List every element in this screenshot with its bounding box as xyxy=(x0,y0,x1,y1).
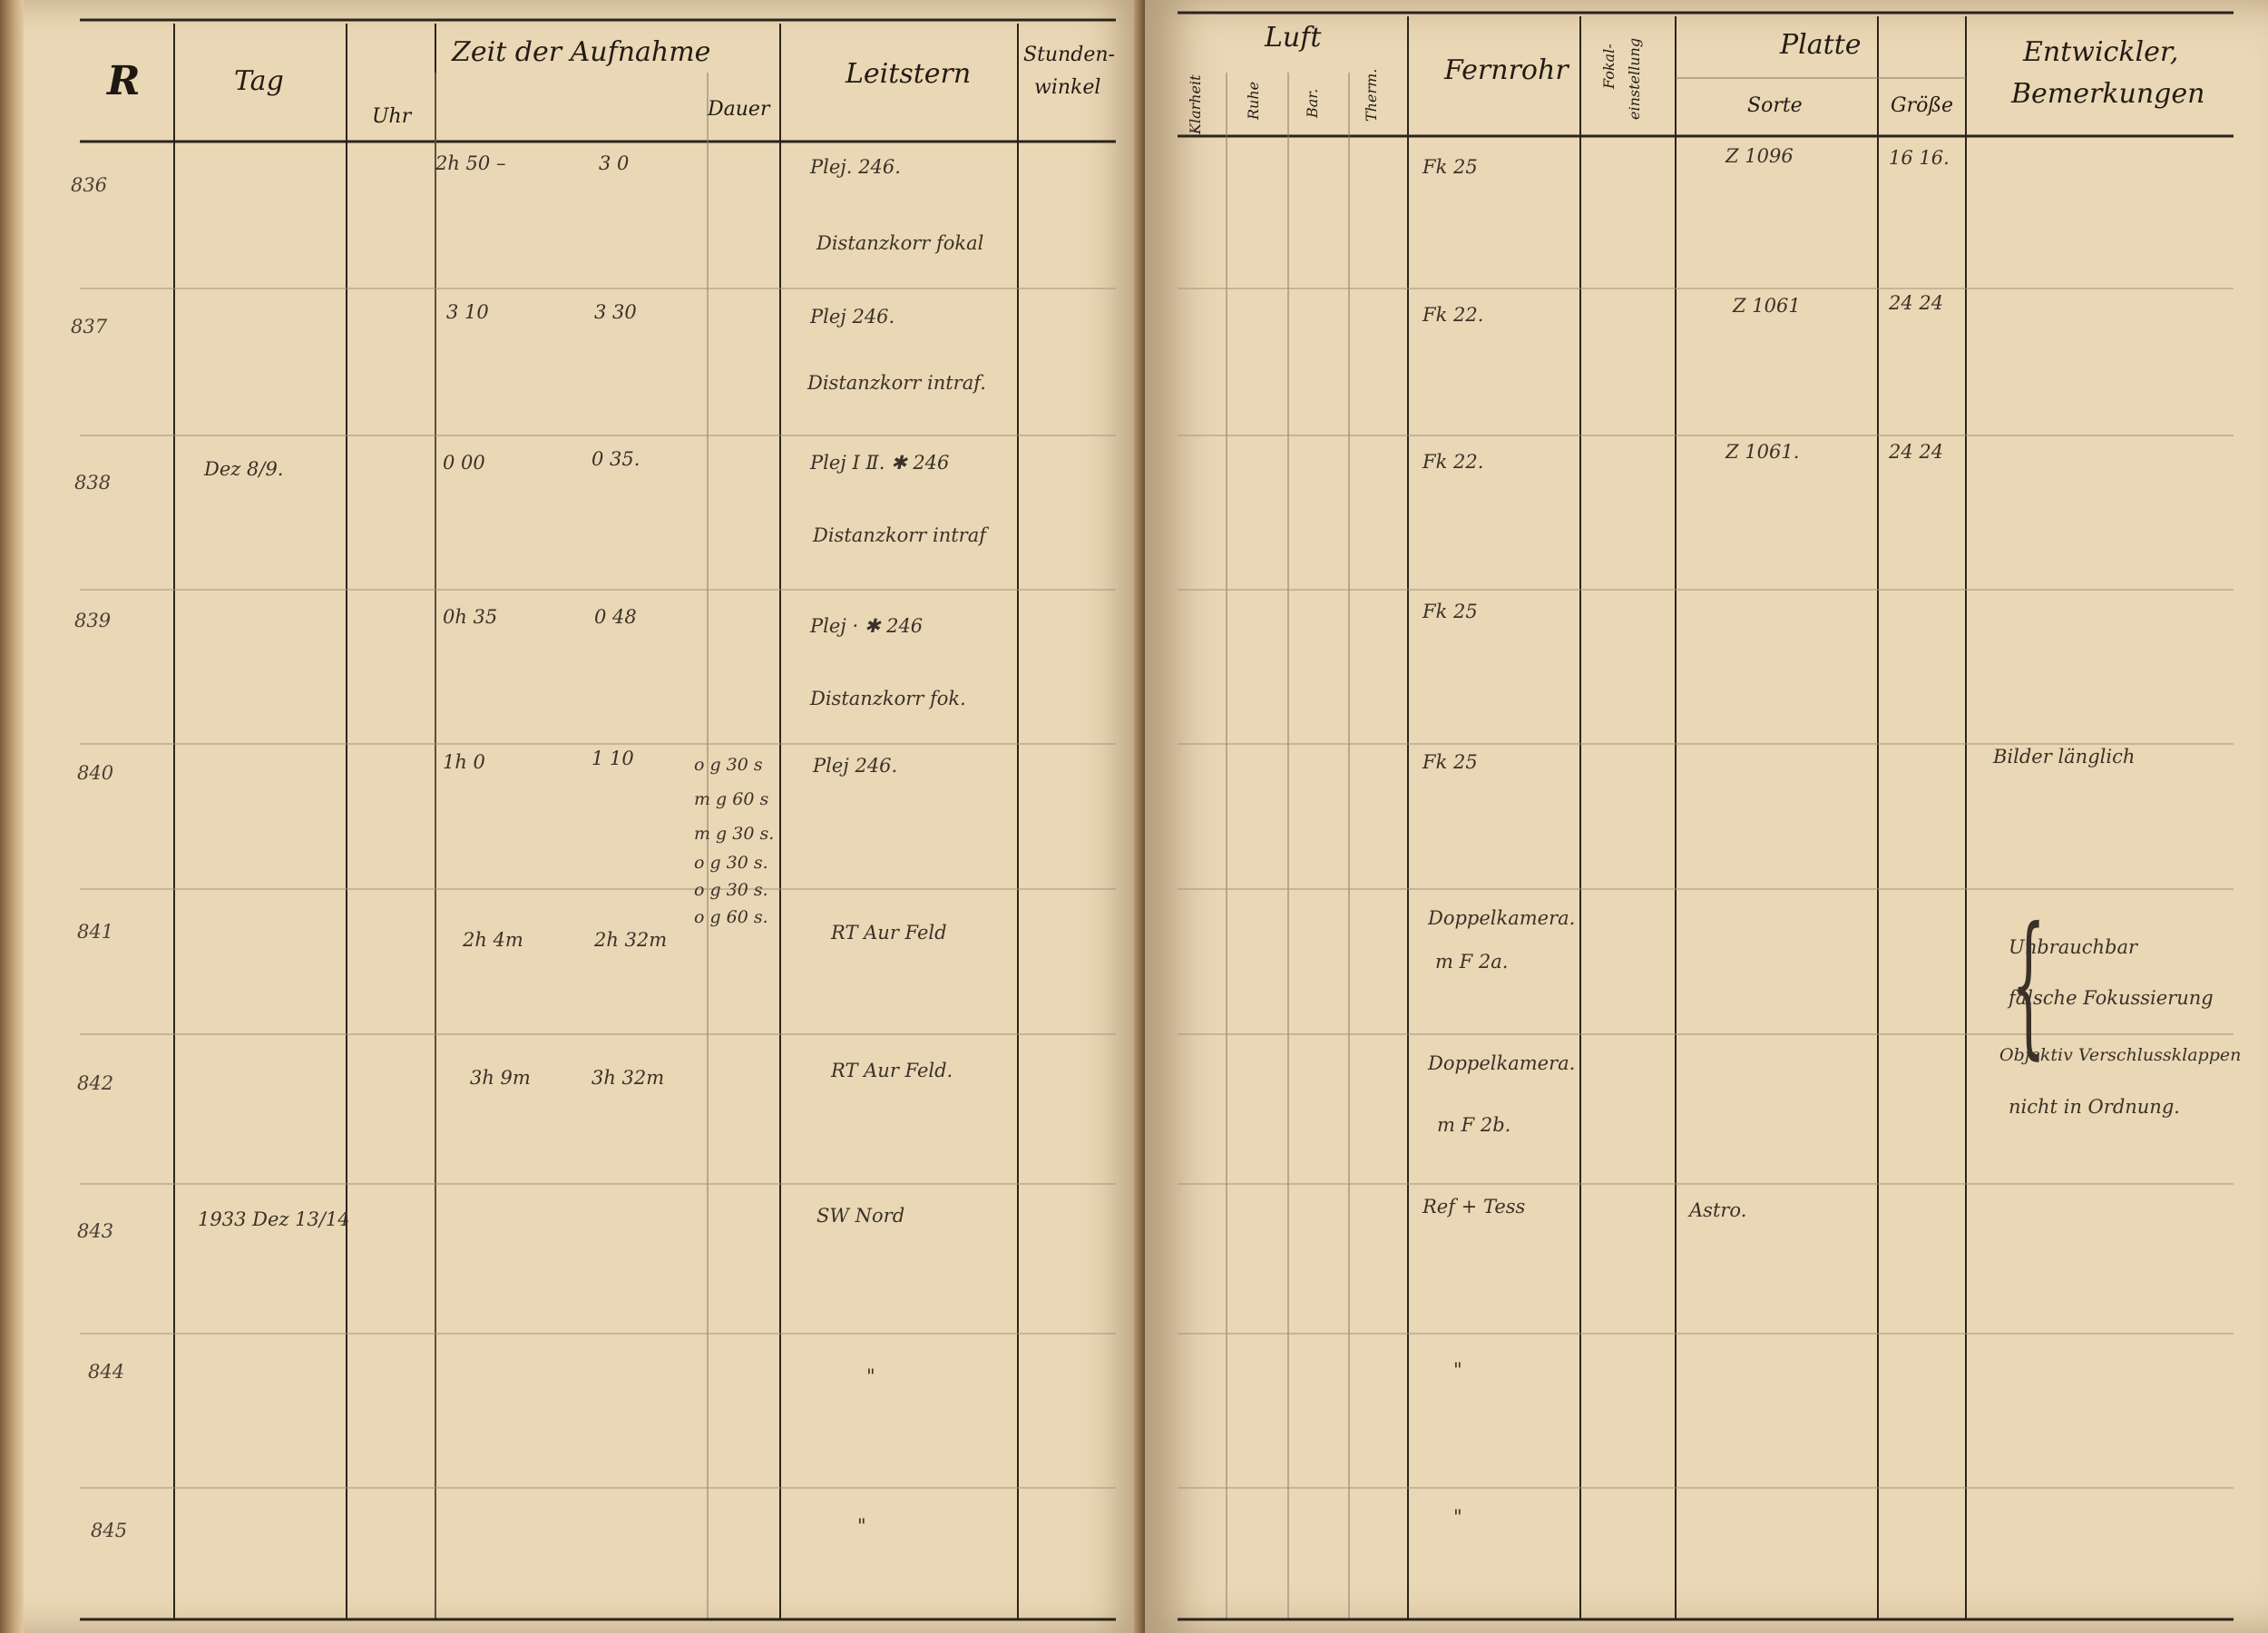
ditto-mark: " xyxy=(1453,1359,1462,1381)
header-r: R xyxy=(107,58,141,104)
row-number: 839 xyxy=(74,610,112,631)
exposure-duration: o g 60 s. xyxy=(694,907,768,927)
end-time: 2h 32m xyxy=(594,929,668,951)
row-number: 838 xyxy=(74,472,112,494)
leitstern-line: Plej · ✱ 246 xyxy=(810,615,924,637)
brace-note-line: nicht in Ordnung. xyxy=(2009,1096,2180,1118)
end-time: 3h 32m xyxy=(591,1067,665,1089)
fernrohr-entry: Doppelkamera. xyxy=(1428,907,1576,929)
tag-date: Dez 8/9. xyxy=(204,458,284,480)
exposure-duration: o g 30 s xyxy=(694,755,763,775)
exposure-duration: o g 30 s. xyxy=(694,853,768,873)
plate-groesse: 24 24 xyxy=(1889,441,1944,463)
leitstern-line: Distanzkorr fokal xyxy=(816,232,984,254)
plate-sorte: Astro. xyxy=(1689,1199,1747,1221)
fernrohr-entry: Fk 25 xyxy=(1422,601,1478,622)
start-time: 2h 4m xyxy=(463,929,523,951)
header-uhr: Uhr xyxy=(372,105,412,128)
header-zeit-der-aufnahme: Zeit der Aufnahme xyxy=(452,36,711,68)
fernrohr-entry: Doppelkamera. xyxy=(1428,1052,1576,1074)
end-time: 0 48 xyxy=(594,606,637,628)
fernrohr-entry: Fk 22. xyxy=(1422,451,1484,473)
header-luft: Luft xyxy=(1265,22,1322,54)
header-leitstern: Leitstern xyxy=(846,58,972,90)
plate-groesse: 24 24 xyxy=(1889,292,1944,314)
header-fokal-line1: Fokal- xyxy=(1600,44,1618,89)
exposure-duration: o g 30 s. xyxy=(694,880,768,900)
header-entwickler: Entwickler, xyxy=(2023,36,2179,68)
leitstern-line: Distanzkorr intraf xyxy=(813,524,987,546)
start-time: 1h 0 xyxy=(443,751,485,773)
start-time: 2h 50 – xyxy=(435,152,506,174)
header-ruhe: Ruhe xyxy=(1245,81,1262,120)
fernrohr-entry: Ref + Tess xyxy=(1422,1196,1526,1217)
end-time: 1 10 xyxy=(591,748,634,769)
start-time: 0 00 xyxy=(443,452,485,474)
end-time: 3 30 xyxy=(594,301,637,323)
row-number: 840 xyxy=(77,762,114,784)
ditto-mark: " xyxy=(866,1365,875,1387)
header-stundenwinkel-line1: Stunden- xyxy=(1023,44,1115,66)
row-number: 845 xyxy=(91,1520,128,1541)
start-time: 0h 35 xyxy=(443,606,498,628)
header-tag: Tag xyxy=(234,65,284,97)
header-dauer: Dauer xyxy=(708,98,770,121)
header-stundenwinkel-line2: winkel xyxy=(1034,76,1101,99)
fernrohr-entry: m F 2a. xyxy=(1435,951,1509,973)
right-page xyxy=(1145,0,2268,1633)
header-sorte: Sorte xyxy=(1747,94,1803,117)
fernrohr-entry: Fk 25 xyxy=(1422,751,1478,773)
row-number: 841 xyxy=(77,921,114,943)
header-therm: Therm. xyxy=(1363,68,1380,122)
ditto-mark: " xyxy=(1453,1506,1462,1528)
brace-note-line: Objektiv Verschlussklappen xyxy=(1999,1045,2242,1065)
header-bar: Bar. xyxy=(1304,88,1321,118)
curly-brace: { xyxy=(2011,895,2047,1074)
brace-note-line: falsche Fokussierung xyxy=(2009,987,2214,1009)
header-platte: Platte xyxy=(1780,29,1862,61)
row-number: 844 xyxy=(88,1361,125,1383)
leitstern-line: Distanzkorr intraf. xyxy=(807,372,986,394)
row-number: 837 xyxy=(71,316,108,337)
exposure-duration: m g 30 s. xyxy=(694,824,775,844)
end-time: 3 0 xyxy=(599,152,630,174)
fernrohr-entry: Fk 22. xyxy=(1422,304,1484,326)
plate-sorte: Z 1061 xyxy=(1733,295,1801,317)
bemerkung: Bilder länglich xyxy=(1993,746,2136,768)
row-number: 843 xyxy=(77,1220,114,1242)
start-time: 3 10 xyxy=(446,301,489,323)
leitstern-line: Plej 246. xyxy=(813,755,898,777)
leitstern-line: Plej 246. xyxy=(810,306,895,328)
leitstern-line: SW Nord xyxy=(816,1205,905,1227)
tag-date: 1933 Dez 13/14 xyxy=(198,1208,350,1230)
ditto-mark: " xyxy=(857,1515,866,1537)
header-fernrohr: Fernrohr xyxy=(1444,54,1569,86)
header-bemerkungen: Bemerkungen xyxy=(2011,78,2205,110)
start-time: 3h 9m xyxy=(470,1067,531,1089)
leitstern-line: Plej. 246. xyxy=(810,156,901,178)
exposure-duration: m g 60 s xyxy=(694,789,769,809)
fernrohr-entry: Fk 25 xyxy=(1422,156,1478,178)
plate-sorte: Z 1061. xyxy=(1725,441,1800,463)
header-groesse: Größe xyxy=(1891,94,1954,117)
end-time: 0 35. xyxy=(591,448,640,470)
leitstern-line: Plej Ⅰ Ⅱ. ✱ 246 xyxy=(810,452,950,474)
fernrohr-entry: m F 2b. xyxy=(1437,1114,1511,1136)
brace-note-line: Unbrauchbar xyxy=(2009,936,2138,958)
leitstern-line: RT Aur Feld xyxy=(831,922,947,944)
leitstern-line: Distanzkorr fok. xyxy=(810,688,966,709)
leitstern-line: RT Aur Feld. xyxy=(831,1060,953,1081)
row-number: 842 xyxy=(77,1072,114,1094)
header-klarheit: Klarheit xyxy=(1187,74,1204,134)
plate-groesse: 16 16. xyxy=(1889,147,1950,169)
row-number: 836 xyxy=(71,174,108,196)
header-fokal-line2: einstellung xyxy=(1626,37,1643,120)
plate-sorte: Z 1096 xyxy=(1725,145,1794,167)
right-page-grid xyxy=(1145,0,2268,1633)
